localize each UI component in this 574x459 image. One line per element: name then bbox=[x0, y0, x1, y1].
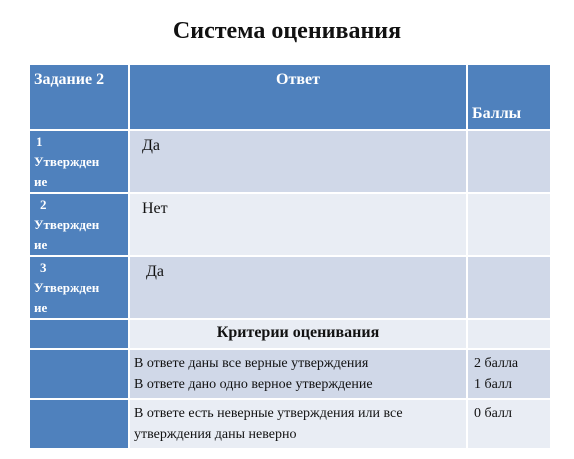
criteria-line: В ответе дано одно верное утверждение bbox=[134, 377, 373, 392]
header-task: Задание 2 bbox=[29, 64, 129, 130]
criteria-label bbox=[29, 399, 129, 449]
criteria-line: В ответе есть неверные утверждения или все bbox=[134, 406, 403, 421]
header-score: Баллы bbox=[467, 64, 551, 130]
statement-word-end: ие bbox=[34, 174, 48, 189]
criteria-text bbox=[129, 349, 467, 399]
header-answer: Ответ bbox=[129, 64, 467, 130]
table-row bbox=[29, 399, 551, 449]
statement-answer: Нет bbox=[129, 193, 467, 256]
statement-label bbox=[29, 130, 129, 193]
statement-number: 1 bbox=[36, 134, 43, 149]
statement-answer: Да bbox=[129, 130, 467, 193]
criteria-line: В ответе даны все верные утверждения bbox=[134, 356, 369, 371]
table-row bbox=[29, 193, 551, 256]
statement-answer: Да bbox=[129, 256, 467, 319]
criteria-line: утверждения даны неверно bbox=[134, 427, 297, 442]
criteria-title-label bbox=[29, 319, 129, 349]
statement-word: Утвержден bbox=[34, 217, 100, 232]
statement-number: 2 bbox=[40, 197, 47, 212]
criteria-score-value: 0 балл bbox=[474, 406, 512, 421]
statement-label bbox=[29, 256, 129, 319]
grading-table bbox=[28, 63, 552, 450]
statement-word: Утвержден bbox=[34, 154, 100, 169]
criteria-score-value: 1 балл bbox=[474, 377, 512, 392]
table-row bbox=[29, 130, 551, 193]
statement-number: 3 bbox=[40, 260, 47, 275]
statement-score bbox=[467, 193, 551, 256]
criteria-title-row bbox=[29, 319, 551, 349]
page-title: Система оценивания bbox=[172, 18, 402, 44]
criteria-score-value: 2 балла bbox=[474, 356, 519, 371]
criteria-title: Критерии оценивания bbox=[129, 319, 467, 349]
table-row bbox=[29, 349, 551, 399]
criteria-score bbox=[467, 399, 551, 449]
statement-word: Утвержден bbox=[34, 280, 100, 295]
criteria-score bbox=[467, 349, 551, 399]
statement-label bbox=[29, 193, 129, 256]
table-row bbox=[29, 256, 551, 319]
criteria-text bbox=[129, 399, 467, 449]
statement-word-end: ие bbox=[34, 300, 48, 315]
table-header-row bbox=[29, 64, 551, 130]
criteria-title-score bbox=[467, 319, 551, 349]
statement-score bbox=[467, 256, 551, 319]
statement-word-end: ие bbox=[34, 237, 48, 252]
criteria-label bbox=[29, 349, 129, 399]
statement-score bbox=[467, 130, 551, 193]
